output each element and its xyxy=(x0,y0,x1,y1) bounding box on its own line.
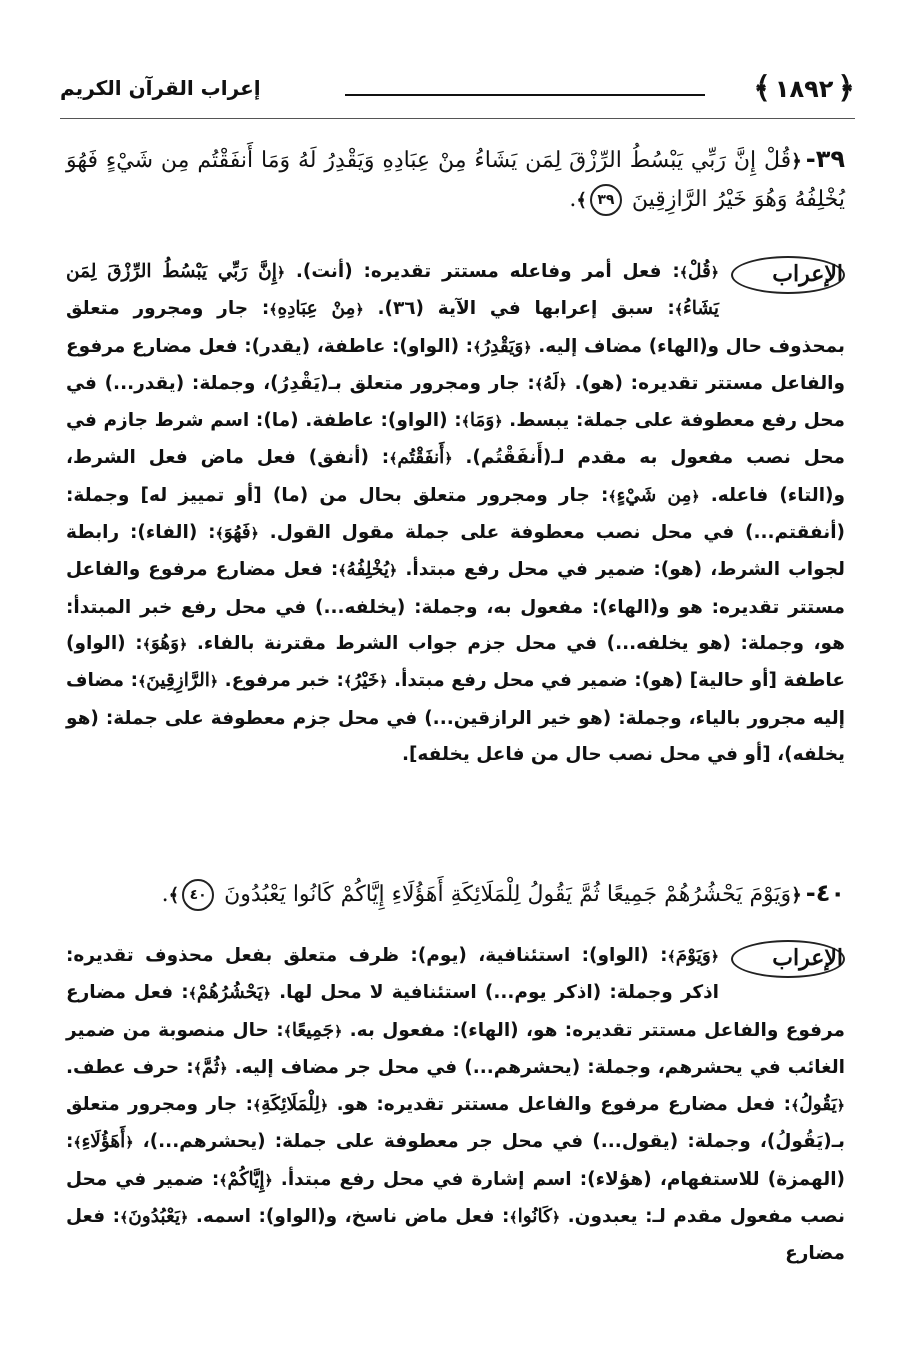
quran-close-bracket: ﴾ xyxy=(168,885,180,906)
quran-term-close-bracket: ﴾ xyxy=(283,1023,292,1040)
quran-term-close-bracket: ﴾ xyxy=(791,1098,800,1115)
quran-term: لَهُ xyxy=(543,372,559,394)
quran-term-close-bracket: ﴾ xyxy=(608,488,617,505)
quran-term-close-bracket: ﴾ xyxy=(138,674,147,691)
quran-term: مِن شَيْءٍ xyxy=(616,484,692,506)
irab-explanation: : (الفاء): رابطة لجواب الشرط، (هو): ضمير في محل رفع مبتدأ. xyxy=(66,522,845,581)
quran-term-open-bracket: ﴿ xyxy=(180,1210,189,1227)
quran-term: يَعْبُدُونَ xyxy=(128,1206,181,1228)
quran-term: وَيَقْدِرُ xyxy=(481,335,524,357)
quran-term-close-bracket: ﴾ xyxy=(461,414,470,431)
quran-term-close-bracket: ﴾ xyxy=(219,1172,228,1189)
quran-term-open-bracket: ﴿ xyxy=(276,265,286,281)
quran-term: وَمَا xyxy=(469,410,495,432)
quran-term: وَهُوَ xyxy=(150,632,180,654)
quran-term-close-bracket: ﴾ xyxy=(193,1060,202,1077)
quran-term-open-bracket: ﴿ xyxy=(334,1023,343,1040)
book-title: إعراب القرآن الكريم xyxy=(60,76,261,100)
quran-term-close-bracket: ﴾ xyxy=(142,636,151,653)
irab-explanation: : حرف عطف. xyxy=(66,1056,194,1078)
quran-term-open-bracket: ﴿ xyxy=(250,526,259,543)
irab-explanation: : (الواو): عاطفة، (يقدر): فعل مضارع مرفوع والفاعل مستتر تقديره: (هو). xyxy=(66,335,845,394)
page-header xyxy=(60,62,855,122)
quran-term-open-bracket: ﴿ xyxy=(320,1098,329,1115)
quran-term: يَحْشُرُهُمْ xyxy=(196,982,263,1004)
quran-term-open-bracket: ﴿ xyxy=(523,339,532,356)
header-divider xyxy=(60,118,855,119)
quran-term-close-bracket: ﴾ xyxy=(338,563,347,580)
irab-explanation: : (أنفق) فعل ماض فعل الشرط، و(التاء) فاعله. xyxy=(66,447,846,506)
quran-term-close-bracket: ﴾ xyxy=(534,376,544,393)
irab-explanation: : (الهمزة) للاستفهام، (هؤلاء): اسم إشارة في محل رفع مبتدأ. xyxy=(66,1131,845,1190)
quran-term-close-bracket: ﴾ xyxy=(215,526,224,543)
irab-explanation: : فعل مضارع مرفوع والفاعل مستتر تقديره: هو و(الهاء): مفعول به، وجملة: (يخلفه...) في محل رفع خبر المبتدأ: هو، وجملة: (هو يخلفه...) في محل جزم جواب الشرط مقترنة بالفاء. xyxy=(66,559,845,654)
quran-term-close-bracket: ﴾ xyxy=(674,302,683,319)
quran-term: فَهُوَ xyxy=(223,522,251,544)
quran-term-open-bracket: ﴿ xyxy=(389,563,398,580)
quran-term-close-bracket: ﴾ xyxy=(269,302,278,319)
quran-term-close-bracket: ﴾ xyxy=(253,1098,262,1115)
irab-explanation: : ضمير في محل نصب مفعول مقدم لـ: يعبدون. xyxy=(66,1168,845,1228)
irab-explanation: : فعل مضارع مرفوع والفاعل مستتر تقديره: هو. xyxy=(328,1094,792,1116)
quran-term: لِلْمَلَائِكَةِ xyxy=(261,1094,321,1116)
irab-explanation: : فعل مضارع xyxy=(66,1206,845,1265)
ayah-number-marker: ٤٠ xyxy=(182,879,214,911)
irab-label: الإعراب xyxy=(731,940,845,978)
quran-term: الرَّازِقِينَ xyxy=(146,670,210,692)
irab-explanation: : جار ومجرور متعلق بـ(يَقْدِرُ)، وجملة: (يقدر...) في محل رفع معطوفة على جملة: يبسط. xyxy=(66,372,846,432)
quran-term-close-bracket: ﴾ xyxy=(679,265,688,281)
quran-term-close-bracket: ﴾ xyxy=(343,674,353,691)
verse-text: وَيَوْمَ يَحْشُرُهُمْ جَمِيعًا ثُمَّ يَقُولُ لِلْمَلَائِكَةِ أَهَؤُلَاءِ إِيَّاكُمْ كَانُوا يَعْبُدُونَ xyxy=(224,882,792,907)
quran-term-open-bracket: ﴿ xyxy=(209,674,219,691)
quran-term: يَقُولُ xyxy=(799,1094,837,1116)
header-rule xyxy=(345,94,705,96)
quran-term-close-bracket: ﴾ xyxy=(389,451,398,468)
irab-explanation: : خبر مرفوع. xyxy=(218,670,344,692)
quran-term-open-bracket: ﴿ xyxy=(710,949,719,965)
quran-open-bracket: ﴿ xyxy=(791,885,802,906)
quran-term-open-bracket: ﴿ xyxy=(262,986,271,1003)
quran-term: قُلْ xyxy=(687,261,711,282)
quran-term-close-bracket: ﴾ xyxy=(188,986,197,1003)
irab-explanation: : (الواو) عاطفة [أو حالية] (هو): ضمير في محل رفع مبتدأ. xyxy=(66,632,845,692)
quran-term-open-bracket: ﴿ xyxy=(125,1135,134,1152)
quran-term-open-bracket: ﴿ xyxy=(355,302,364,319)
quran-term-open-bracket: ﴿ xyxy=(551,1210,561,1227)
quran-term: مِنْ عِبَادِهِ xyxy=(277,298,356,320)
quran-term: جَمِيعًا xyxy=(291,1019,335,1041)
irab-explanation: : فعل مضارع مرفوع والفاعل مستتر تقديره: هو، (الهاء): مفعول به. xyxy=(66,982,846,1041)
quran-term-close-bracket: ﴾ xyxy=(667,949,676,965)
verse-text: قُلْ إِنَّ رَبِّي يَبْسُطُ الرِّزْقَ لِمَن يَشَاءُ مِنْ عِبَادِهِ وَيَقْدِرُ لَهُ وَمَا أَنفَقْتُم مِن شَيْءٍ فَهُوَ يُخْلِفُهُ وَهُوَ خَيْرُ الرَّازِقِينَ xyxy=(66,148,845,212)
irab-explanation: : جار ومجرور متعلق بحال من (ما) [أو تمييز له] وجملة: (أنفقتم...) في محل نصب معطوفة على جملة مقول القول. xyxy=(66,484,845,544)
irab-explanation: : جار ومجرور متعلق بـ(يَقُولُ)، وجملة: (يقول...) في محل جر معطوفة على جملة: (يحشرهم...)، xyxy=(66,1094,845,1153)
quran-open-bracket: ﴿ xyxy=(791,151,802,172)
quran-term-close-bracket: ﴾ xyxy=(509,1210,518,1227)
verse-39: ٣٩-﴿قُلْ إِنَّ رَبِّي يَبْسُطُ الرِّزْقَ لِمَن يَشَاءُ مِنْ عِبَادِهِ وَيَقْدِرُ لَهُ وَمَا أَنفَقْتُم مِن شَيْءٍ فَهُوَ يُخْلِفُهُ وَهُوَ خَيْرُ الرَّازِقِينَ ٣٩﴾. xyxy=(66,140,845,220)
quran-term: خَيْرُ xyxy=(352,670,380,692)
quran-term-open-bracket: ﴿ xyxy=(444,451,453,468)
irab-explanation: : سبق إعرابها في الآية (٣٦). xyxy=(363,298,675,320)
quran-term-open-bracket: ﴿ xyxy=(494,414,503,431)
brace-left: ﴾ xyxy=(753,71,771,106)
irab-explanation: : فعل ماض ناسخ، و(الواو): اسمه. xyxy=(188,1206,510,1228)
irab-explanation: : (الواو): عاطفة. (ما): اسم شرط جازم في محل نصب مفعول به مقدم لـ(أَنفَقْتُم). xyxy=(66,410,845,469)
verse-number: ٤٠- xyxy=(805,879,845,907)
quran-term-open-bracket: ﴿ xyxy=(710,265,719,281)
irab-explanation: : جار ومجرور متعلق بمحذوف حال و(الهاء) مضاف إليه. xyxy=(66,298,845,357)
irab-explanation: : (الواو): استئنافية، (يوم): ظرف متعلق بفعل محذوف تقديره: اذكر وجملة: (اذكر يوم...) استئنافية لا محل لها. xyxy=(66,945,720,1004)
quran-term-open-bracket: ﴿ xyxy=(219,1060,228,1077)
page-number-frame xyxy=(753,72,855,106)
quran-term-close-bracket: ﴾ xyxy=(73,1135,82,1152)
irab-explanation: : فعل أمر وفاعله مستتر تقديره: (أنت). xyxy=(285,261,680,282)
ayah-number-marker: ٣٩ xyxy=(590,184,622,216)
quran-term: إِنَّ رَبِّي يَبْسُطُ الرِّزْقَ لِمَن يَشَاءُ xyxy=(66,261,719,320)
quran-term: أَهَؤُلَاءِ xyxy=(81,1131,126,1153)
irab-explanation: : مضاف إليه مجرور بالياء، وجملة: (هو خير الرازقين...) في محل جزم معطوفة على جملة: (هو يخلفه)، [أو في محل نصب حال من فاعل يخلفه]. xyxy=(66,670,845,765)
quran-term: إِيَّاكُمْ xyxy=(227,1168,265,1190)
quran-term-open-bracket: ﴿ xyxy=(691,488,700,505)
quran-term: كَانُوا xyxy=(517,1206,552,1228)
quran-term: أَنفَقْتُم xyxy=(397,447,445,469)
quran-close-bracket: ﴾ xyxy=(576,190,587,211)
quran-term-open-bracket: ﴿ xyxy=(379,674,388,691)
page-number: ١٨٩٢ xyxy=(774,75,834,103)
quran-term-open-bracket: ﴿ xyxy=(179,636,188,653)
quran-term-open-bracket: ﴿ xyxy=(836,1098,845,1115)
verse-40: ٤٠-﴿وَيَوْمَ يَحْشُرُهُمْ جَمِيعًا ثُمَّ يَقُولُ لِلْمَلَائِكَةِ أَهَؤُلَاءِ إِيَّاكُمْ كَانُوا يَعْبُدُونَ ٤٠﴾. xyxy=(66,874,845,915)
quran-term-close-bracket: ﴾ xyxy=(120,1210,129,1227)
brace-right: ﴿ xyxy=(837,71,855,106)
quran-term: وَيَوْمَ xyxy=(675,945,711,966)
quran-term: يُخْلِفُهُ xyxy=(346,559,390,581)
verse-number: ٣٩- xyxy=(805,145,845,173)
irab-label: الإعراب xyxy=(731,256,845,294)
irab-explanation: : حال منصوبة من ضمير الغائب في يحشرهم، وجملة: (يحشرهم...) في محل جر مضاف إليه. xyxy=(66,1019,845,1078)
quran-term: ثُمَّ xyxy=(201,1056,220,1078)
irab-section-40 xyxy=(66,938,845,1273)
irab-section-39 xyxy=(66,254,845,773)
quran-term-open-bracket: ﴿ xyxy=(264,1172,273,1189)
quran-term-open-bracket: ﴿ xyxy=(558,376,567,393)
quran-term-close-bracket: ﴾ xyxy=(473,339,482,356)
